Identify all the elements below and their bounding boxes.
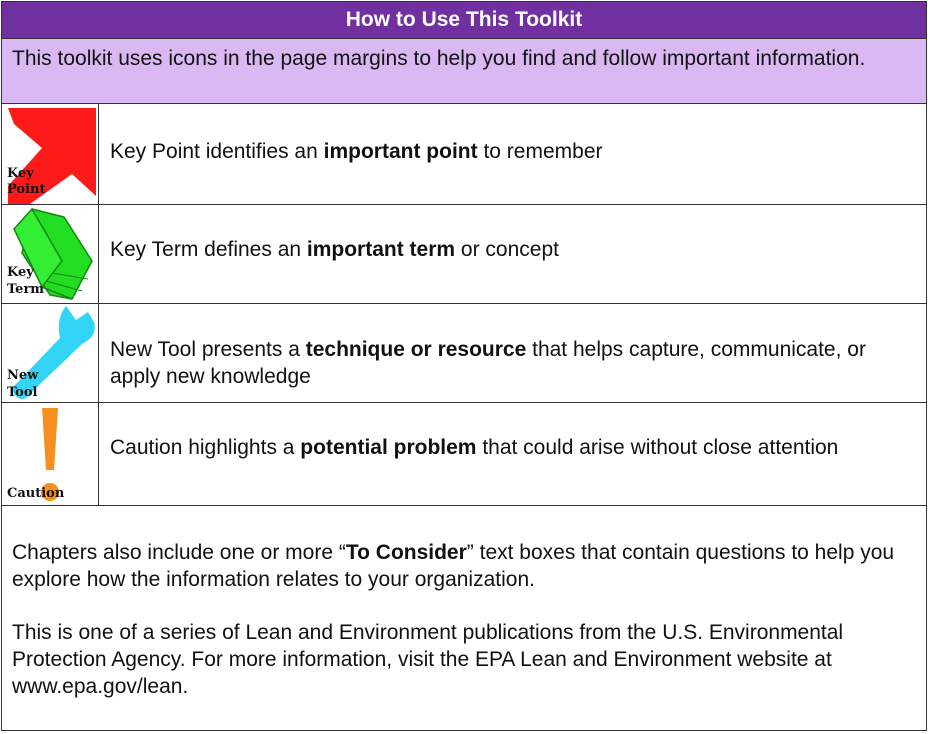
- row-text-pre: Key Point identifies an: [110, 140, 324, 163]
- series-paragraph: This is one of a series of Lean and Environment publications from the U.S. Environmental Protection Agency. For more information, visit the EPA Lean and Environment website at www.epa.gov/lean.: [12, 621, 844, 698]
- to-consider-paragraph: [12, 539, 912, 593]
- p1-bold: To Consider: [345, 541, 467, 564]
- row-text-bold: technique or resource: [305, 338, 527, 361]
- row-text-post: to remember: [477, 140, 603, 163]
- row-caution: [1, 402, 927, 506]
- icon-label-line-2: Term: [7, 282, 45, 297]
- row-text-pre: New Tool presents a: [110, 338, 306, 361]
- icon-label-line-2: Point: [7, 182, 46, 197]
- p1-pre: Chapters also include one or more “: [12, 541, 346, 564]
- caution-icon: [2, 402, 99, 505]
- row-text: [110, 138, 906, 165]
- intro-text: This toolkit uses icons in the page margins to help you find and follow important information.: [12, 47, 866, 70]
- row-text-bold: potential problem: [300, 436, 477, 459]
- icon-label-line-1: New: [7, 368, 39, 383]
- row-text-bold: important term: [306, 238, 456, 261]
- row-text-pre: Key Term defines an: [110, 238, 307, 261]
- row-text-bold: important point: [323, 140, 478, 163]
- row-key-point: [1, 104, 927, 205]
- icon-label-line-1: Caution: [7, 486, 65, 501]
- icon-label-line-1: Key: [7, 265, 34, 280]
- row-text-pre: Caution highlights a: [110, 436, 301, 459]
- icon-label-line-2: Tool: [7, 385, 38, 400]
- bottom-notes: [1, 505, 927, 731]
- icon-label-line-1: Key: [7, 166, 34, 181]
- row-key-term: [1, 203, 927, 304]
- key-point-icon: [2, 104, 99, 204]
- new-tool-icon: [2, 302, 99, 402]
- header-title: How to Use This Toolkit: [345, 8, 583, 31]
- intro-box: [1, 38, 927, 104]
- row-text: [110, 336, 906, 390]
- row-text-post: or concept: [455, 238, 559, 261]
- key-term-icon: [2, 203, 99, 303]
- toolkit-header: [1, 1, 927, 39]
- row-new-tool: [1, 302, 927, 403]
- row-text: [110, 434, 906, 461]
- row-text-post: that helps capture, communicate, or apply new knowledge: [110, 338, 866, 388]
- row-text-post: that could arise without close attention: [476, 436, 839, 459]
- p1-post: ” text boxes that contain questions to help you explore how the information relates to your organization.: [12, 541, 895, 591]
- row-text: [110, 236, 906, 263]
